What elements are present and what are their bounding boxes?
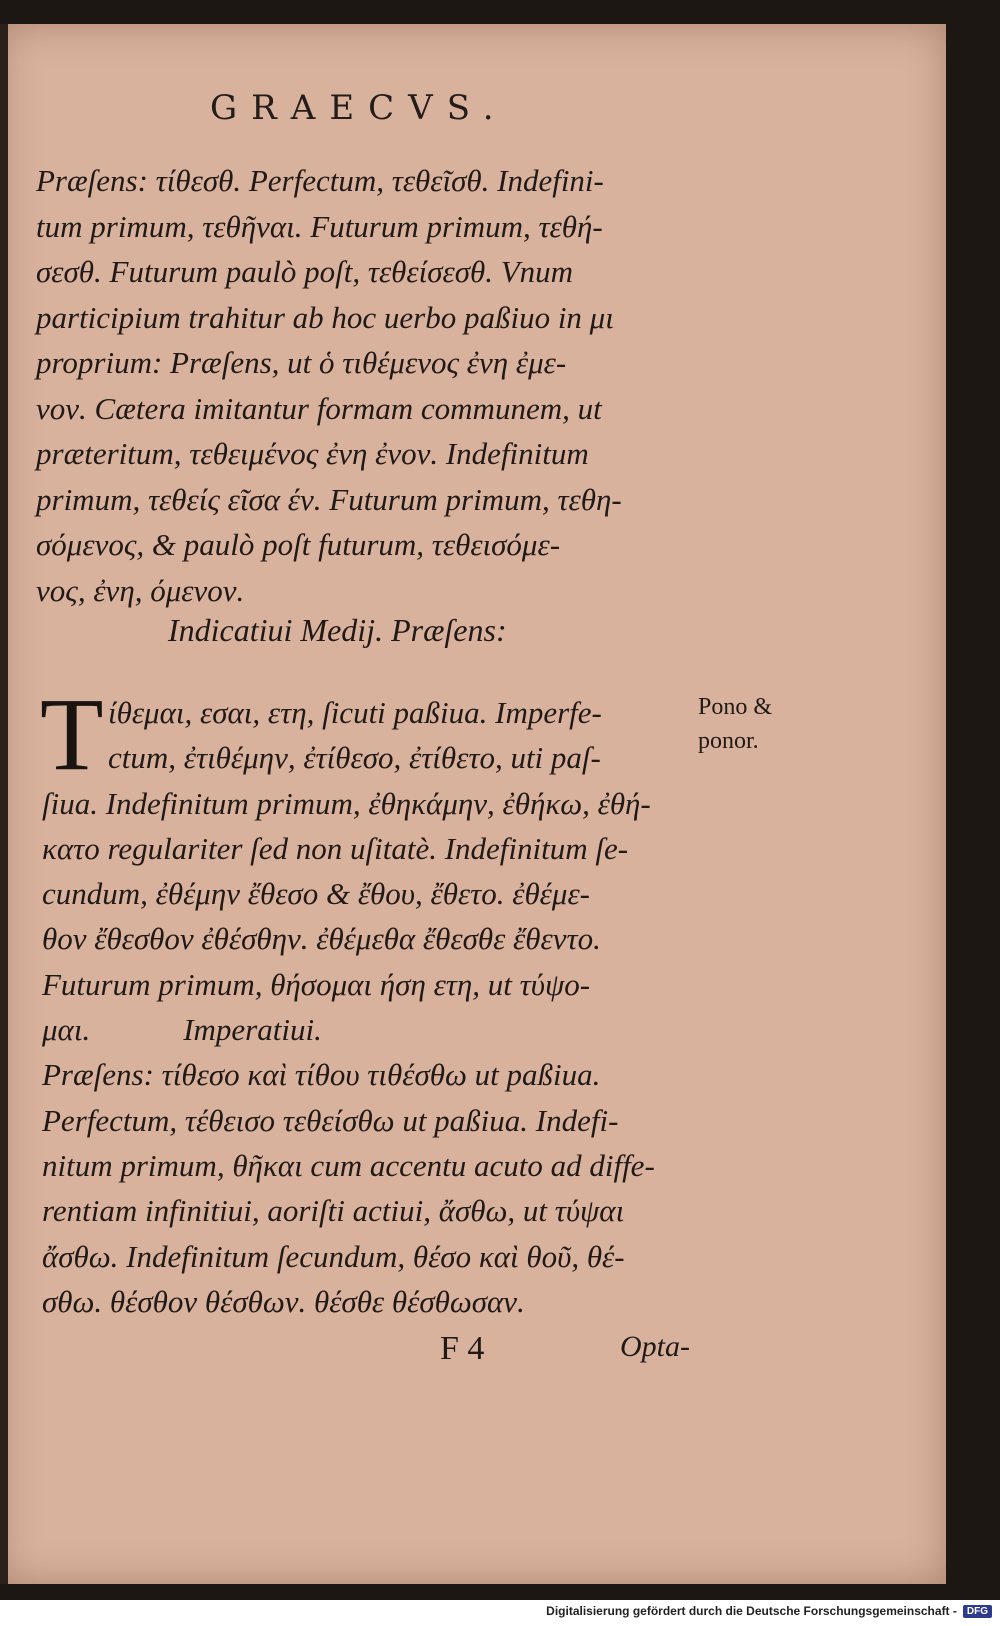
signature-mark: F 4 [440, 1330, 485, 1367]
margin-note-line: ponor. [698, 728, 759, 754]
text-line: ctum, ἐτιθέμην, ἐτίθεσο, ἐτίθετο, uti paſ- [108, 740, 601, 776]
text-line: proprium: Præſens, ut ὁ τιθέμενος ἐνη ἐμε- [36, 345, 567, 380]
digitization-footer [546, 1600, 992, 1622]
paragraph-passive-forms [36, 158, 696, 613]
text-line: nitum primum, θῆκαι cum accentu acuto ad diffe- [42, 1147, 655, 1183]
text-line: ἄσθω. Indefinitum ſecundum, θέσο καὶ θοῦ, θέ- [42, 1238, 625, 1274]
text-line: tum primum, τεθῆναι. Futurum primum, τεθή- [36, 208, 603, 244]
running-header: GRAECVS. [210, 88, 508, 128]
section-subheading: Indicatiui Medij. Præſens: [168, 612, 507, 648]
text-line: Præſens: τίθεσθ. Perfectum, τεθεῖσθ. Indefini- [36, 163, 604, 198]
catchword: Opta- [620, 1330, 690, 1363]
text-line: σθω. θέσθον θέσθων. θέσθε θέσθωσαν. [42, 1283, 525, 1319]
text-line: σεσθ. Futurum paulò poſt, τεθείσεσθ. Vnum [36, 254, 574, 289]
text-line: cundum, ἐθέμην ἔθεσο & ἔθου, ἔθετο. ἐθέμε- [42, 876, 590, 912]
text-line: μαι. Imperatiui. [42, 1012, 322, 1048]
text-line: Perfectum, τέθεισο τεθείσθω ut paßiua. Indefi- [42, 1102, 619, 1138]
margin-note [698, 690, 772, 758]
dfg-logo: DFG [963, 1605, 992, 1618]
text-line: νον. Cætera imitantur formam communem, ut [36, 390, 602, 426]
text-line: σόμενος, & paulò poſt futurum, τεθεισόμε- [36, 527, 561, 562]
text-line: Præſens: τίθεσο καὶ τίθου τιθέσθω ut paßiua. [42, 1057, 601, 1093]
paragraph-middle-voice [36, 677, 696, 1324]
text-line: præteritum, τεθειμένος ἐνη ἐνον. Indefinitum [36, 436, 589, 471]
text-line: rentiam infinitiui, aoriſti actiui, ἄσθω, ut τύψαι [42, 1193, 625, 1229]
text-line: ſiua. Indefinitum primum, ἐθηκάμην, ἐθήκω, ἐθή- [42, 785, 651, 821]
text-line: participium trahitur ab hoc uerbo paßiuo in μι [36, 299, 614, 335]
text-line: κατο regulariter ſed non uſitatè. Indefinitum ſe- [42, 830, 629, 866]
page-spine-edge [0, 24, 8, 1584]
margin-note-line: Pono & [698, 694, 773, 720]
text-line: νος, ἐνη, όμενον. [36, 572, 245, 608]
text-line: primum, τεθείς εῖσα έν. Futurum primum, τεθη- [36, 481, 622, 517]
text-line: Futurum primum, θήσομαι ήση ετη, ut τύψο- [42, 966, 591, 1002]
footer-credit: Digitalisierung gefördert durch die Deutsche Forschungsgemeinschaft - [546, 1604, 957, 1618]
drop-cap: T [40, 677, 104, 792]
text-line: θον ἔθεσθον ἐθέσθην. ἐθέμεθα ἔθεσθε ἔθεντο. [42, 921, 601, 957]
text-line: ίθεμαι, εσαι, ετη, ſicuti paßiua. Imperfe- [108, 695, 602, 730]
